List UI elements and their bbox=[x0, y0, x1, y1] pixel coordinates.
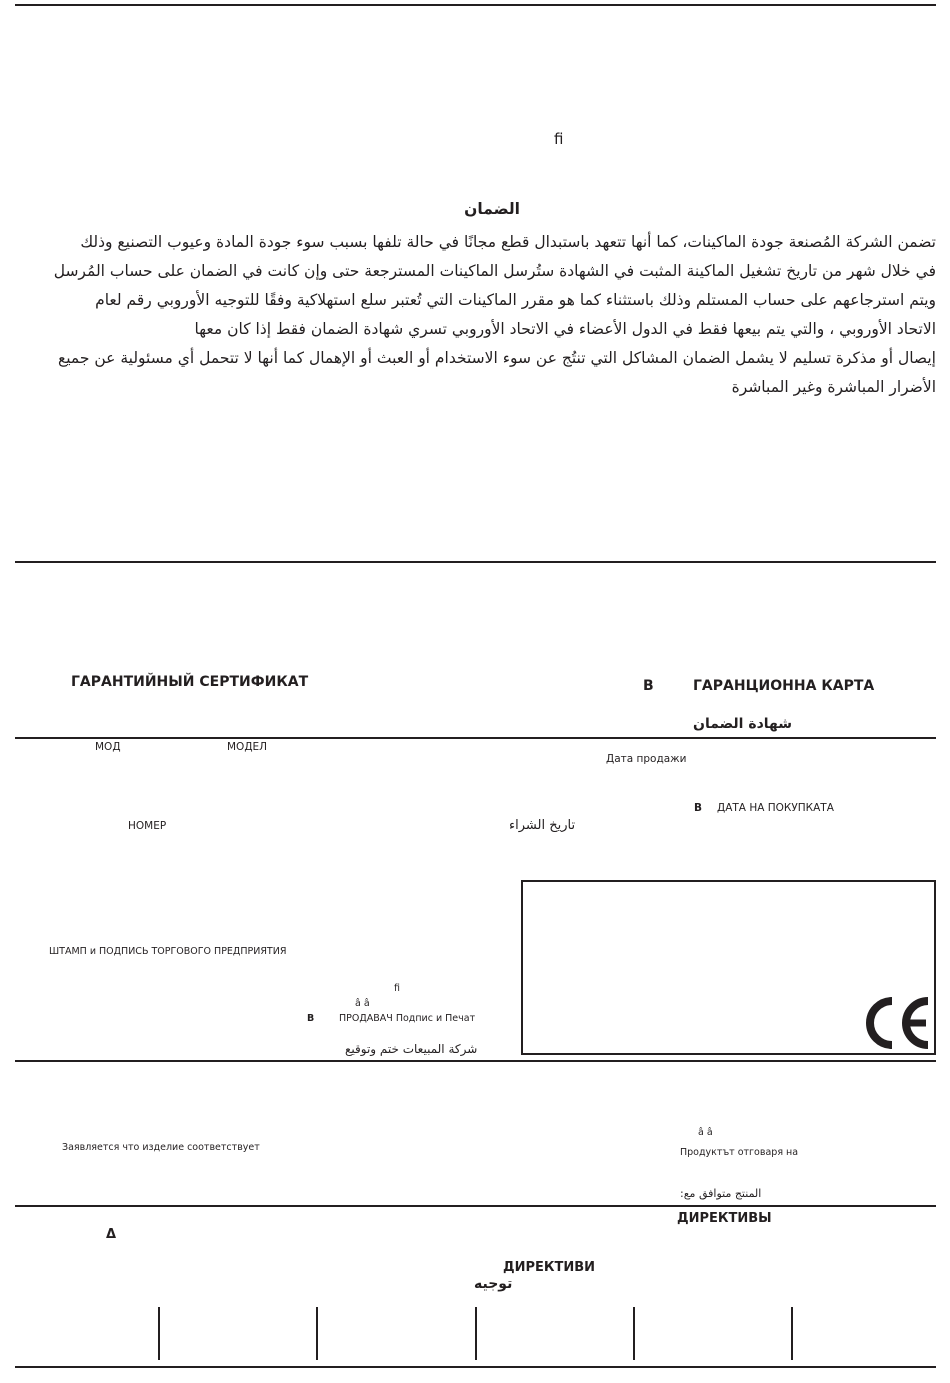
seller-signature-label: ПРОДАВАЧ Подпис и Печат bbox=[339, 1013, 476, 1024]
purchase-marker: B bbox=[694, 802, 703, 814]
fi-glyph: ﬁ bbox=[394, 983, 400, 994]
number-label: НОМЕР bbox=[128, 820, 167, 832]
seller-ar-label: شركة المبيعات ختم وتوقيع bbox=[345, 1042, 478, 1056]
stray-glyph: ﬁ bbox=[554, 130, 564, 148]
warranty-title: الضمان bbox=[464, 200, 520, 218]
bg-certificate-title: ГАРАНЦИОННА КАРТА bbox=[693, 678, 875, 694]
compliance-rule bbox=[15, 1060, 936, 1062]
sale-date-label: Дата продажи bbox=[606, 753, 687, 765]
certificate-rule bbox=[15, 737, 936, 739]
warranty-line: إيصال أو مذكرة تسليم لا يشمل الضمان المشاكل التي تنتُج عن سوء الاستخدام أو العبث أو الإهمال كما أنها لا تتحمل أي مسئولية عن جميع bbox=[57, 349, 936, 367]
model-label: МОДЕЛ bbox=[227, 741, 268, 753]
warranty-paragraph bbox=[15, 228, 936, 402]
stamp-signature-label: ШТАМП и ПОДПИСЬ ТОРГОВОГО ПРЕДПРИЯТИЯ bbox=[49, 946, 287, 957]
bg-title-marker: B bbox=[643, 678, 654, 694]
compliance-accent-glyphs: â â bbox=[698, 1127, 713, 1138]
warranty-line: تضمن الشركة المُصنعة جودة الماكينات، كما أنها تتعهد باستبدال قطع مجانًا في حالة تلفها بسبب سوء جودة المادة وعيوب التصنيع وذلك bbox=[80, 233, 936, 251]
purchase-date-ar-label: تاريخ الشراء bbox=[509, 818, 576, 833]
seller-marker: B bbox=[307, 1013, 315, 1024]
compliance-ru-label: Заявляется что изделие соответствует bbox=[62, 1142, 260, 1153]
warranty-line: الاتحاد الأوروبي ، والتي يتم بيعها فقط في الدول الأعضاء في الاتحاد الأوروبي تسري شهادة الضمان فقط إذا كان معها bbox=[194, 320, 936, 338]
compliance-bg-label: Продуктът отговаря на bbox=[680, 1147, 799, 1158]
ar-certificate-title: شهادة الضمان bbox=[693, 716, 793, 732]
directives-bg-label: ДИРЕКТИВИ bbox=[503, 1260, 596, 1275]
model-short-label: МОД bbox=[95, 741, 121, 753]
purchase-date-label: ДАТА НА ПОКУПКАТА bbox=[717, 802, 834, 814]
bottom-rule bbox=[15, 1366, 936, 1368]
accent-glyphs: â â bbox=[355, 998, 370, 1009]
ce-mark-icon bbox=[858, 997, 932, 1049]
directives-ar-label: توجيه bbox=[474, 1276, 513, 1292]
ru-certificate-title: ГАРАНТИЙНЫЙ СЕРТИФИКАТ bbox=[71, 674, 309, 690]
section-rule bbox=[15, 561, 936, 563]
warranty-line: في خلال شهر من تاريخ تشغيل الماكينة المثبت في الشهادة ستُرسل الماكينات المسترجعة حتى وإن كانت في الضمان على حساب المُرسل bbox=[53, 262, 936, 280]
delta-glyph: Δ bbox=[106, 1227, 117, 1242]
directive-cell-divider bbox=[475, 1307, 477, 1360]
directive-cell-divider bbox=[791, 1307, 793, 1360]
directive-cell-divider bbox=[633, 1307, 635, 1360]
directive-cell-divider bbox=[158, 1307, 160, 1360]
compliance-ar-label: المنتج متوافق مع: bbox=[680, 1187, 762, 1200]
directives-rule bbox=[15, 1205, 936, 1207]
directives-ru-label: ДИРЕКТИВЫ bbox=[677, 1211, 772, 1226]
directive-cell-divider bbox=[316, 1307, 318, 1360]
warranty-line: ويتم استرجاعهم على حساب المستلم وذلك باستثناء كما هو مقرر الماكينات التي تُعتبر سلع استهلاكية وفقًا للتوجيه الأوروبي رقم لعام bbox=[95, 291, 936, 309]
top-rule bbox=[15, 4, 936, 6]
warranty-line: الأضرار المباشرة وغير المباشرة bbox=[731, 378, 936, 396]
